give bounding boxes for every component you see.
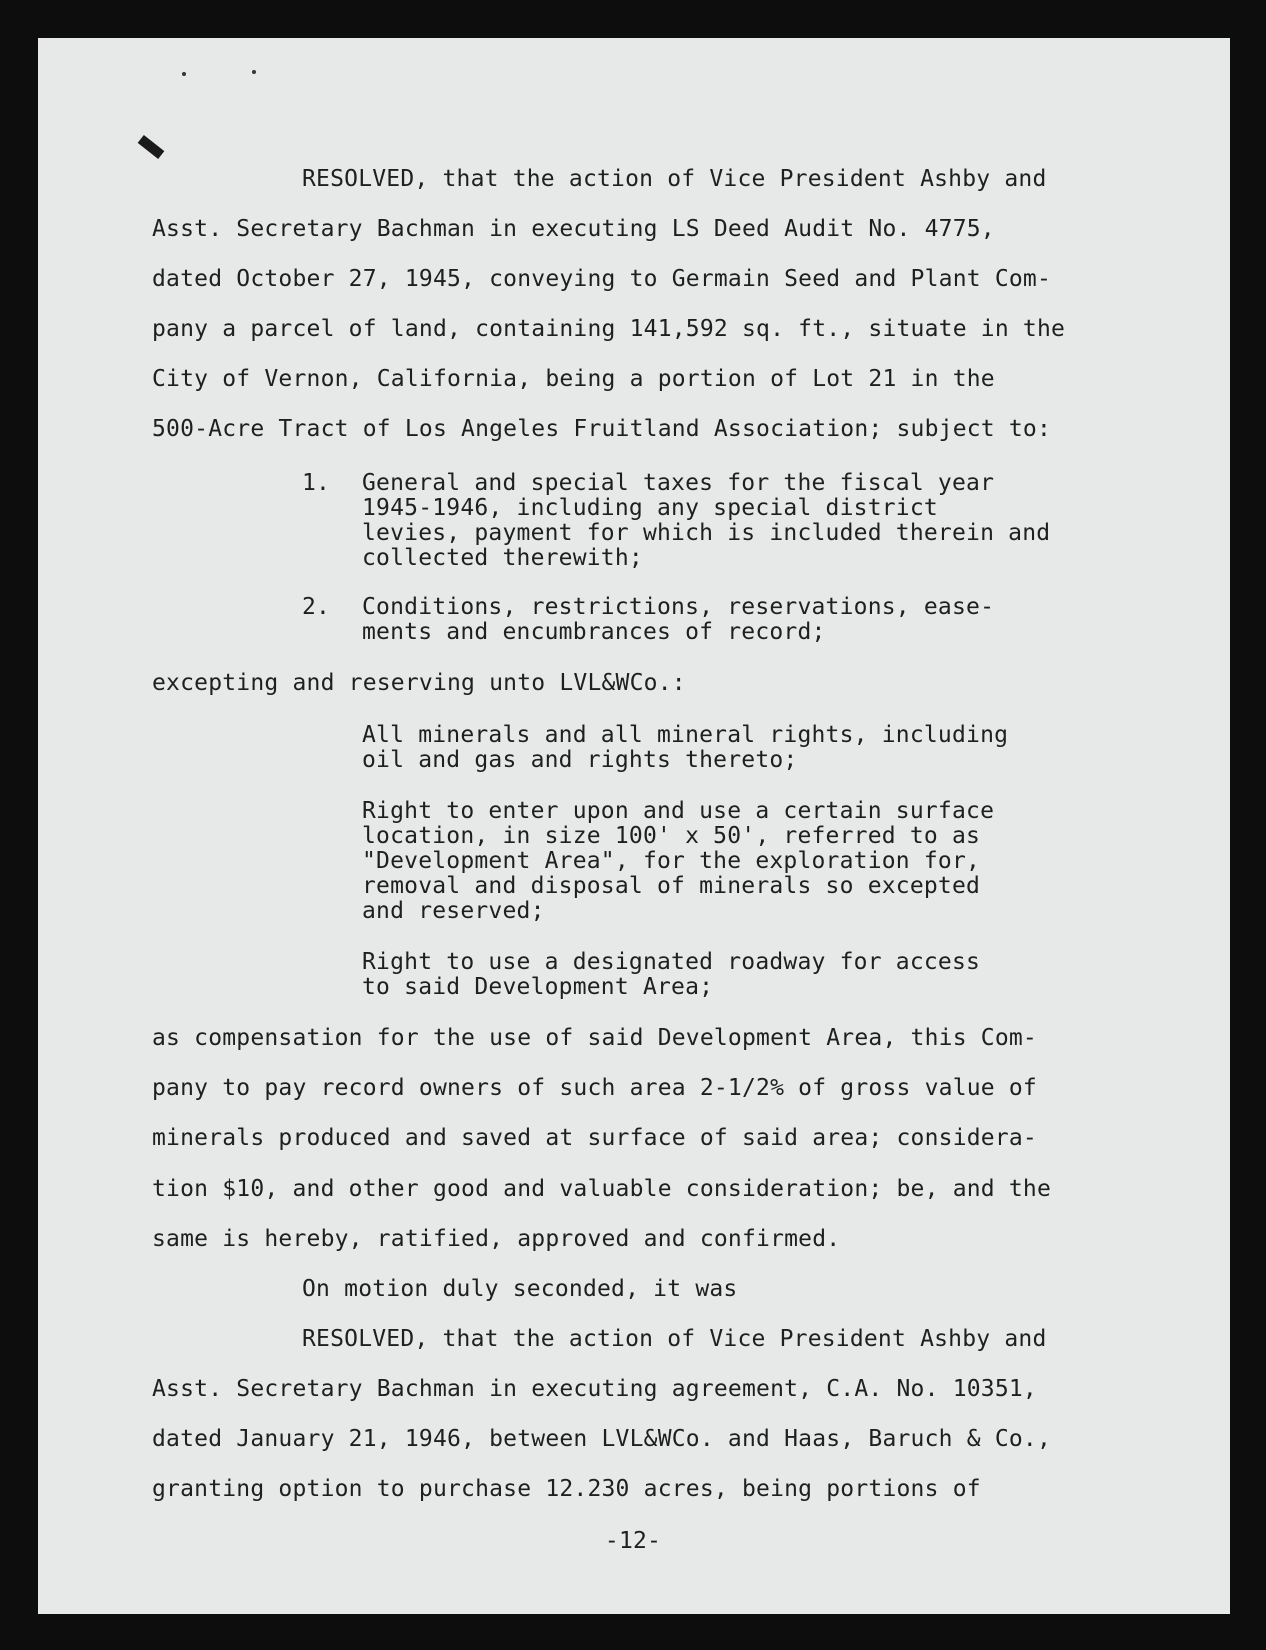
text-line: pany to pay record owners of such area 2-1/2% of gross value of	[152, 1075, 1037, 1101]
text-line: collected therewith;	[362, 545, 643, 571]
text-line: and reserved;	[362, 898, 545, 924]
text-line: Asst. Secretary Bachman in executing LS Deed Audit No. 4775,	[152, 216, 995, 242]
text-line: dated October 27, 1945, conveying to Germain Seed and Plant Com-	[152, 266, 1052, 292]
item-number: 1.	[302, 470, 331, 496]
text-line: as compensation for the use of said Development Area, this Com-	[152, 1025, 1037, 1051]
text-line: tion $10, and other good and valuable consideration; be, and the	[152, 1176, 1052, 1202]
text-line: RESOLVED, that the action of Vice President Ashby and	[302, 1326, 1047, 1352]
text-line: oil and gas and rights thereto;	[362, 747, 798, 773]
page-number: -12-	[604, 1528, 662, 1554]
text-line: excepting and reserving unto LVL&WCo.:	[152, 670, 686, 696]
text-line: granting option to purchase 12.230 acres, being portions of	[152, 1476, 981, 1502]
text-line: Right to use a designated roadway for access	[362, 949, 981, 975]
text-line: location, in size 100' x 50', referred to as	[362, 823, 981, 849]
speck	[252, 70, 256, 74]
text-line: removal and disposal of minerals so excepted	[362, 873, 981, 899]
item-number: 2.	[302, 594, 331, 620]
text-line: to said Development Area;	[362, 974, 714, 1000]
text-line: Conditions, restrictions, reservations, ease-	[362, 594, 995, 620]
text-line: levies, payment for which is included therein and	[362, 520, 1051, 546]
text-line: On motion duly seconded, it was	[302, 1276, 738, 1302]
text-line: "Development Area", for the exploration for,	[362, 848, 981, 874]
text-line: same is hereby, ratified, approved and confirmed.	[152, 1226, 841, 1252]
text-line: ments and encumbrances of record;	[362, 619, 826, 645]
text-line: City of Vernon, California, being a portion of Lot 21 in the	[152, 366, 995, 392]
text-line: 1945-1946, including any special district	[362, 495, 938, 521]
speck	[182, 72, 186, 76]
text-line: dated January 21, 1946, between LVL&WCo. and Haas, Baruch & Co.,	[152, 1426, 1052, 1452]
text-line: All minerals and all mineral rights, including	[362, 722, 1009, 748]
text-line: Right to enter upon and use a certain surface	[362, 798, 995, 824]
text-line: minerals produced and saved at surface of said area; considera-	[152, 1125, 1037, 1151]
text-line: 500-Acre Tract of Los Angeles Fruitland Association; subject to:	[152, 416, 1052, 442]
text-line: Asst. Secretary Bachman in executing agreement, C.A. No. 10351,	[152, 1376, 1037, 1402]
text-line: RESOLVED, that the action of Vice President Ashby and	[302, 166, 1047, 192]
text-line: pany a parcel of land, containing 141,592 sq. ft., situate in the	[152, 316, 1066, 342]
text-line: General and special taxes for the fiscal year	[362, 470, 995, 496]
